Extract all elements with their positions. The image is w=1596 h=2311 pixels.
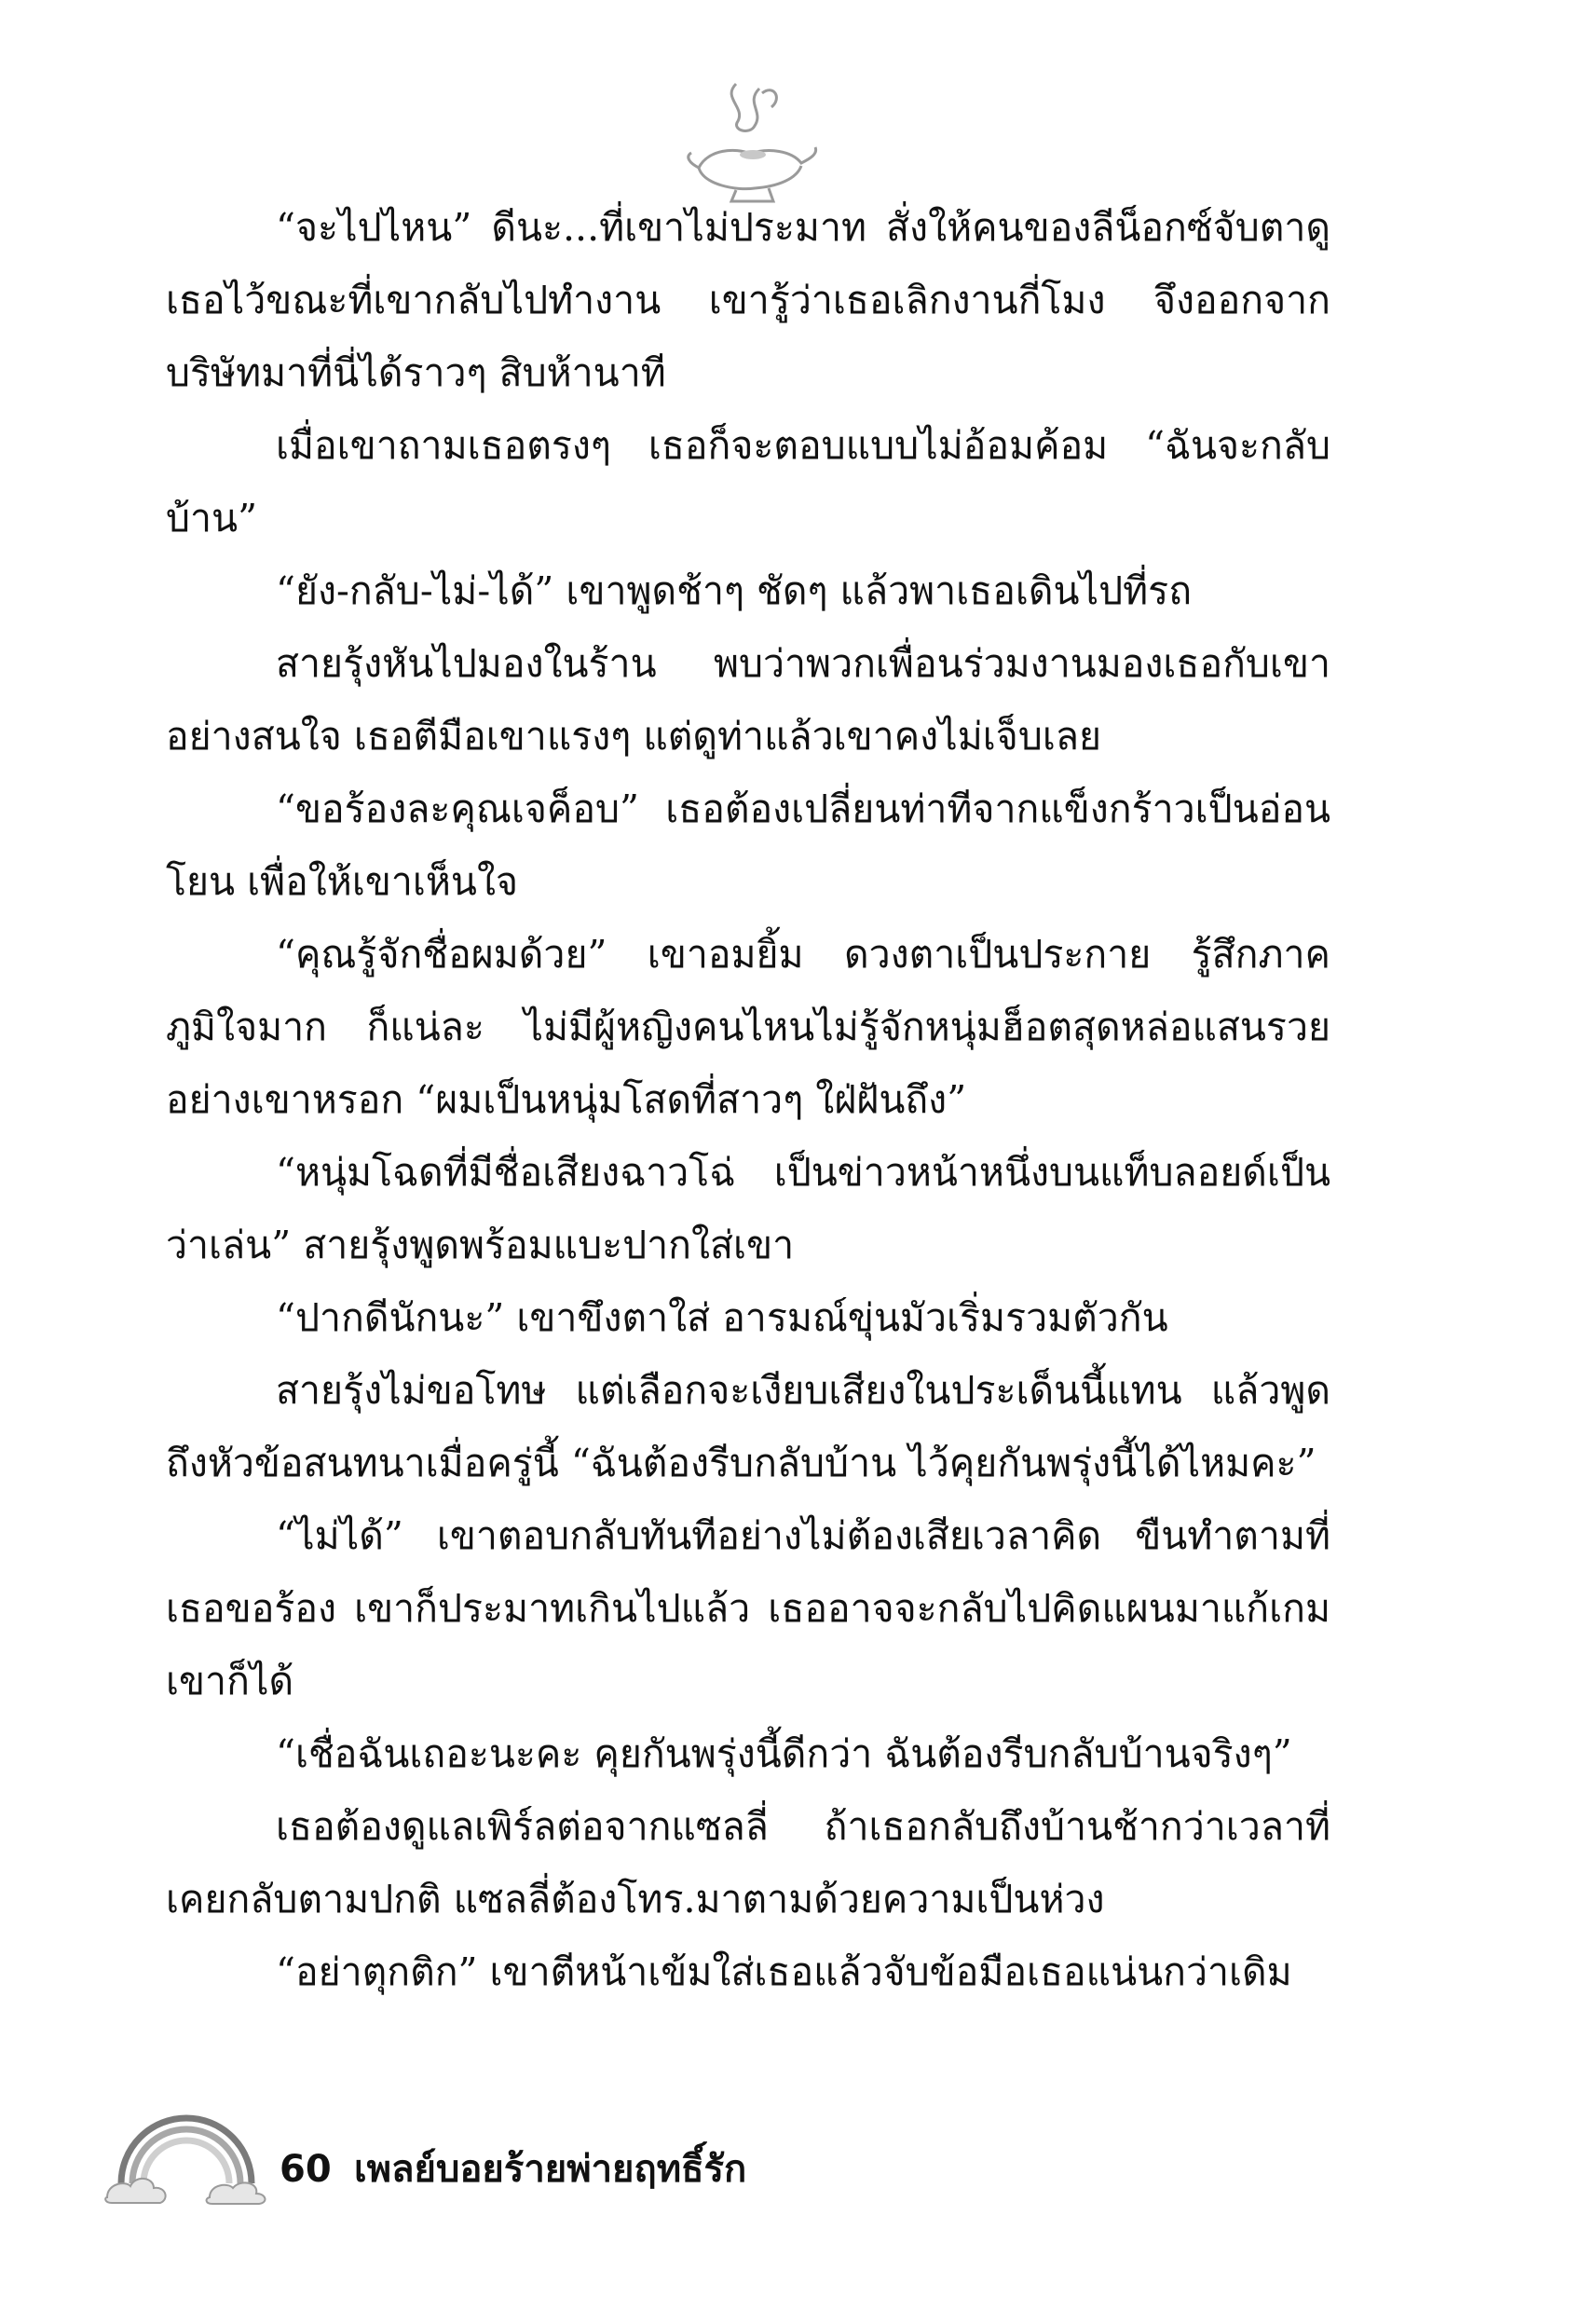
- paragraph: “คุณรู้จักชื่อผมด้วย” เขาอมยิ้ม ดวงตาเป็นประกาย รู้สึกภาคภูมิใจมาก ก็แน่ละ ไม่มีผู้หญิงคนไหนไม่รู้จักหนุ่มฮ็อตสุดหล่อแสนรวยอย่างเขาหรอก “ผมเป็นหนุ่มโสดที่สาวๆ ใฝ่ฝันถึง”: [166, 932, 1330, 1122]
- rainbow-cloud-icon: [102, 2095, 270, 2207]
- genie-lamp-icon: [680, 75, 820, 205]
- paragraph: “ไม่ได้” เขาตอบกลับทันทีอย่างไม่ต้องเสียเวลาคิด ขืนทำตามที่เธอขอร้อง เขาก็ประมาทเกินไปแล้ว เธออาจจะกลับไปคิดแผนมาแก้เกมเขาก็ได้: [166, 1513, 1330, 1703]
- page-footer: [102, 2095, 941, 2216]
- paragraph: สายรุ้งหันไปมองในร้าน พบว่าพวกเพื่อนร่วมงานมองเธอกับเขาอย่างสนใจ เธอตีมือเขาแรงๆ แต่ดูท่าแล้วเขาคงไม่เจ็บเลย: [166, 641, 1330, 759]
- paragraph: สายรุ้งไม่ขอโทษ แต่เลือกจะเงียบเสียงในประเด็นนี้แทน แล้วพูดถึงหัวข้อสนทนาเมื่อครู่นี้ “ฉันต้องรีบกลับบ้าน ไว้คุยกันพรุ่งนี้ได้ไหมคะ”: [166, 1368, 1330, 1485]
- paragraph: “หนุ่มโฉดที่มีชื่อเสียงฉาวโฉ่ เป็นข่าวหน้าหนึ่งบนแท็บลอยด์เป็นว่าเล่น” สายรุ้งพูดพร้อมแบะปากใส่เขา: [166, 1150, 1330, 1267]
- page-number: 60: [280, 2148, 332, 2191]
- paragraph: เมื่อเขาถามเธอตรงๆ เธอก็จะตอบแบบไม่อ้อมค้อม “ฉันจะกลับบ้าน”: [166, 423, 1330, 540]
- paragraph: “ปากดีนักนะ” เขาขึงตาใส่ อารมณ์ขุ่นมัวเริ่มรวมตัวกัน: [276, 1295, 1168, 1340]
- paragraph: “ยัง-กลับ-ไม่-ได้” เขาพูดช้าๆ ชัดๆ แล้วพาเธอเดินไปที่รถ: [276, 568, 1193, 613]
- book-title: เพลย์บอยร้ายพ่ายฤทธิ์รัก: [354, 2148, 747, 2191]
- paragraph: “อย่าตุกติก” เขาตีหน้าเข้มใส่เธอแล้วจับข้อมือเธอแน่นกว่าเดิม: [276, 1949, 1292, 1994]
- paragraph: “เชื่อฉันเถอะนะคะ คุยกันพรุ่งนี้ดีกว่า ฉันต้องรีบกลับบ้านจริงๆ”: [276, 1731, 1292, 1776]
- paragraph: “จะไปไหน” ดีนะ...ที่เขาไม่ประมาท สั่งให้คนของลีน็อกซ์จับตาดูเธอไว้ขณะที่เขากลับไปทำงาน เขารู้ว่าเธอเลิกงานกี่โมง จึงออกจากบริษัทมาที่นี่ได้ราวๆ สิบห้านาที: [166, 205, 1330, 395]
- paragraph: “ขอร้องละคุณเจค็อบ” เธอต้องเปลี่ยนท่าทีจากแข็งกร้าวเป็นอ่อนโยน เพื่อให้เขาเห็นใจ: [166, 786, 1330, 904]
- paragraph: เธอต้องดูแลเพิร์ลต่อจากแซลลี่ ถ้าเธอกลับถึงบ้านช้ากว่าเวลาที่เคยกลับตามปกติ แซลลี่ต้องโทร.มาตามด้วยความเป็นห่วง: [166, 1804, 1330, 1921]
- body-text: [166, 191, 1330, 2008]
